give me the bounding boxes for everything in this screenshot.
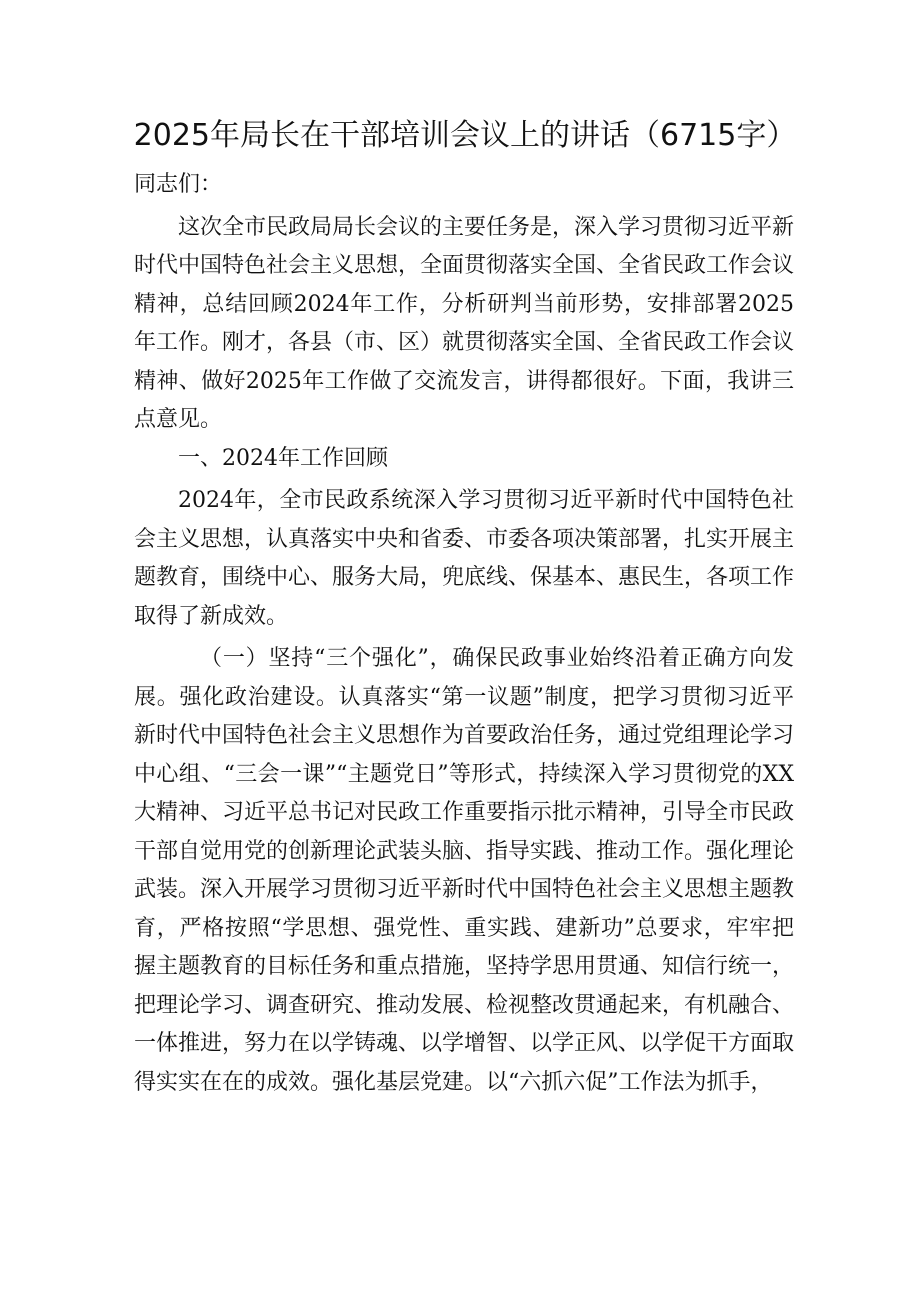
document-body	[134, 166, 794, 1102]
document-title: 2025年局长在干部培训会议上的讲话（6715字）	[133, 118, 797, 153]
section1-summary-paragraph: 2024年，全市民政系统深入学习贯彻习近平新时代中国特色社会主义思想，认真落实中央和省委、市委各项决策部署，扎实开展主题教育，围绕中心、服务大局，兜底线、保基本、惠民生，各项工作取得了新成效。	[134, 488, 795, 629]
intro-paragraph: 这次全市民政局局长会议的主要任务是，深入学习贯彻习近平新时代中国特色社会主义思想，全面贯彻落实全国、全省民政工作会议精神，总结回顾2024年工作，分析研判当前形势，安排部署2025年工作。刚才，各县（市、区）就贯彻落实全国、全省民政工作会议精神、做好2025年工作做了交流发言，讲得都很好。下面，我讲三点意见。	[134, 214, 795, 432]
subsection-1-paragraph: （一）坚持“三个强化”，确保民政事业始终沿着正确方向发展。强化政治建设。认真落实“第一议题”制度，把学习贯彻习近平新时代中国特色社会主义思想作为首要政治任务，通过党组理论学习中心组、“三会一课”“主题党日”等形式，持续深入学习贯彻党的XX大精神、习近平总书记对民政工作重要指示批示精神，引导全市民政干部自觉用党的创新理论武装头脑、指导实践、推动工作。强化理论武装。深入开展学习贯彻习近平新时代中国特色社会主义思想主题教育，严格按照“学思想、强党性、重实践、建新功”总要求，牢牢把握主题教育的目标任务和重点措施，坚持学思用贯通、知信行统一，把理论学习、调查研究、推动发展、检视整改贯通起来，有机融合、一体推进，努力在以学铸魂、以学增智、以学正风、以学促干方面取得实实在在的成效。强化基层党建。以“六抓六促”工作法为抓手，	[134, 646, 795, 1095]
salutation: 同志们：	[134, 172, 223, 197]
section-heading-1: 一、2024年工作回顾	[178, 445, 388, 471]
